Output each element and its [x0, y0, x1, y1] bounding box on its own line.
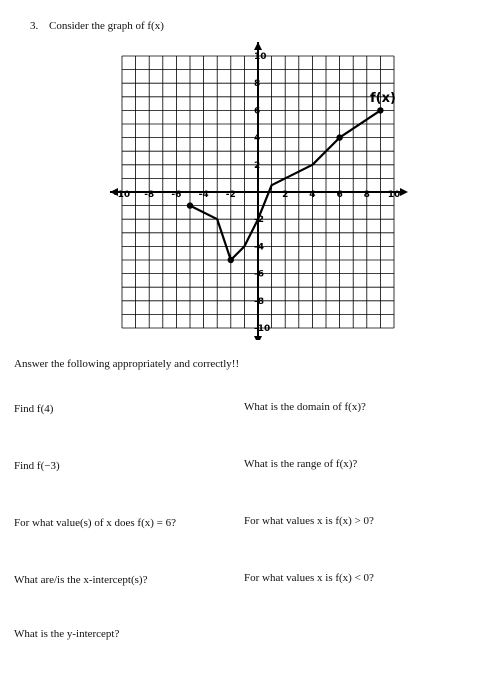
curve-point-marker [377, 107, 383, 113]
x-tick-label: 2 [282, 190, 289, 200]
curve-point-marker [187, 202, 193, 208]
y-tick-label: -8 [254, 296, 264, 307]
curve-point-marker [336, 134, 342, 140]
question-y-intercept: What is the y-intercept? [14, 628, 120, 640]
x-tick-label: 4 [309, 190, 316, 200]
question-find-fneg3: Find f(−3) [14, 460, 60, 472]
curve-point-marker [228, 257, 234, 263]
x-tick-label: 8 [363, 190, 370, 200]
y-tick-label: -6 [254, 269, 264, 280]
problem-number: 3. [30, 20, 39, 32]
y-tick-label: 10 [254, 52, 267, 62]
question-value-for-6: For what value(s) of x does f(x) = 6? [14, 517, 176, 529]
function-graph [108, 40, 413, 340]
x-tick-label: -8 [144, 190, 155, 200]
y-tick-label: -2 [254, 215, 264, 226]
x-tick-label: -6 [171, 190, 182, 200]
question-positive: For what values x is f(x) > 0? [244, 515, 374, 527]
function-label: f(x) [370, 91, 396, 106]
problem-title: Consider the graph of f(x) [49, 20, 164, 32]
x-axis-arrow-right [400, 188, 408, 196]
x-tick-label: 6 [336, 190, 343, 200]
y-axis-arrow-up [254, 42, 262, 50]
x-tick-label: -4 [198, 190, 209, 200]
question-find-f4: Find f(4) [14, 403, 54, 415]
question-x-intercepts: What are/is the x-intercept(s)? [14, 574, 148, 586]
x-tick-label: -10 [113, 190, 131, 200]
question-negative: For what values x is f(x) < 0? [244, 572, 374, 584]
question-domain: What is the domain of f(x)? [244, 401, 366, 413]
y-axis-arrow-down [254, 336, 262, 340]
y-tick-label: 4 [254, 133, 261, 144]
problem-header [30, 20, 164, 32]
y-tick-label: -4 [254, 242, 264, 253]
x-tick-label: 10 [387, 190, 401, 200]
x-tick-label: -2 [225, 190, 236, 200]
instructions: Answer the following appropriately and correctly!! [14, 358, 240, 370]
y-tick-label: 8 [254, 79, 261, 90]
y-tick-label: 2 [254, 160, 261, 171]
y-tick-label: 6 [254, 106, 261, 117]
question-range: What is the range of f(x)? [244, 458, 358, 470]
y-tick-label: -10 [254, 324, 271, 334]
